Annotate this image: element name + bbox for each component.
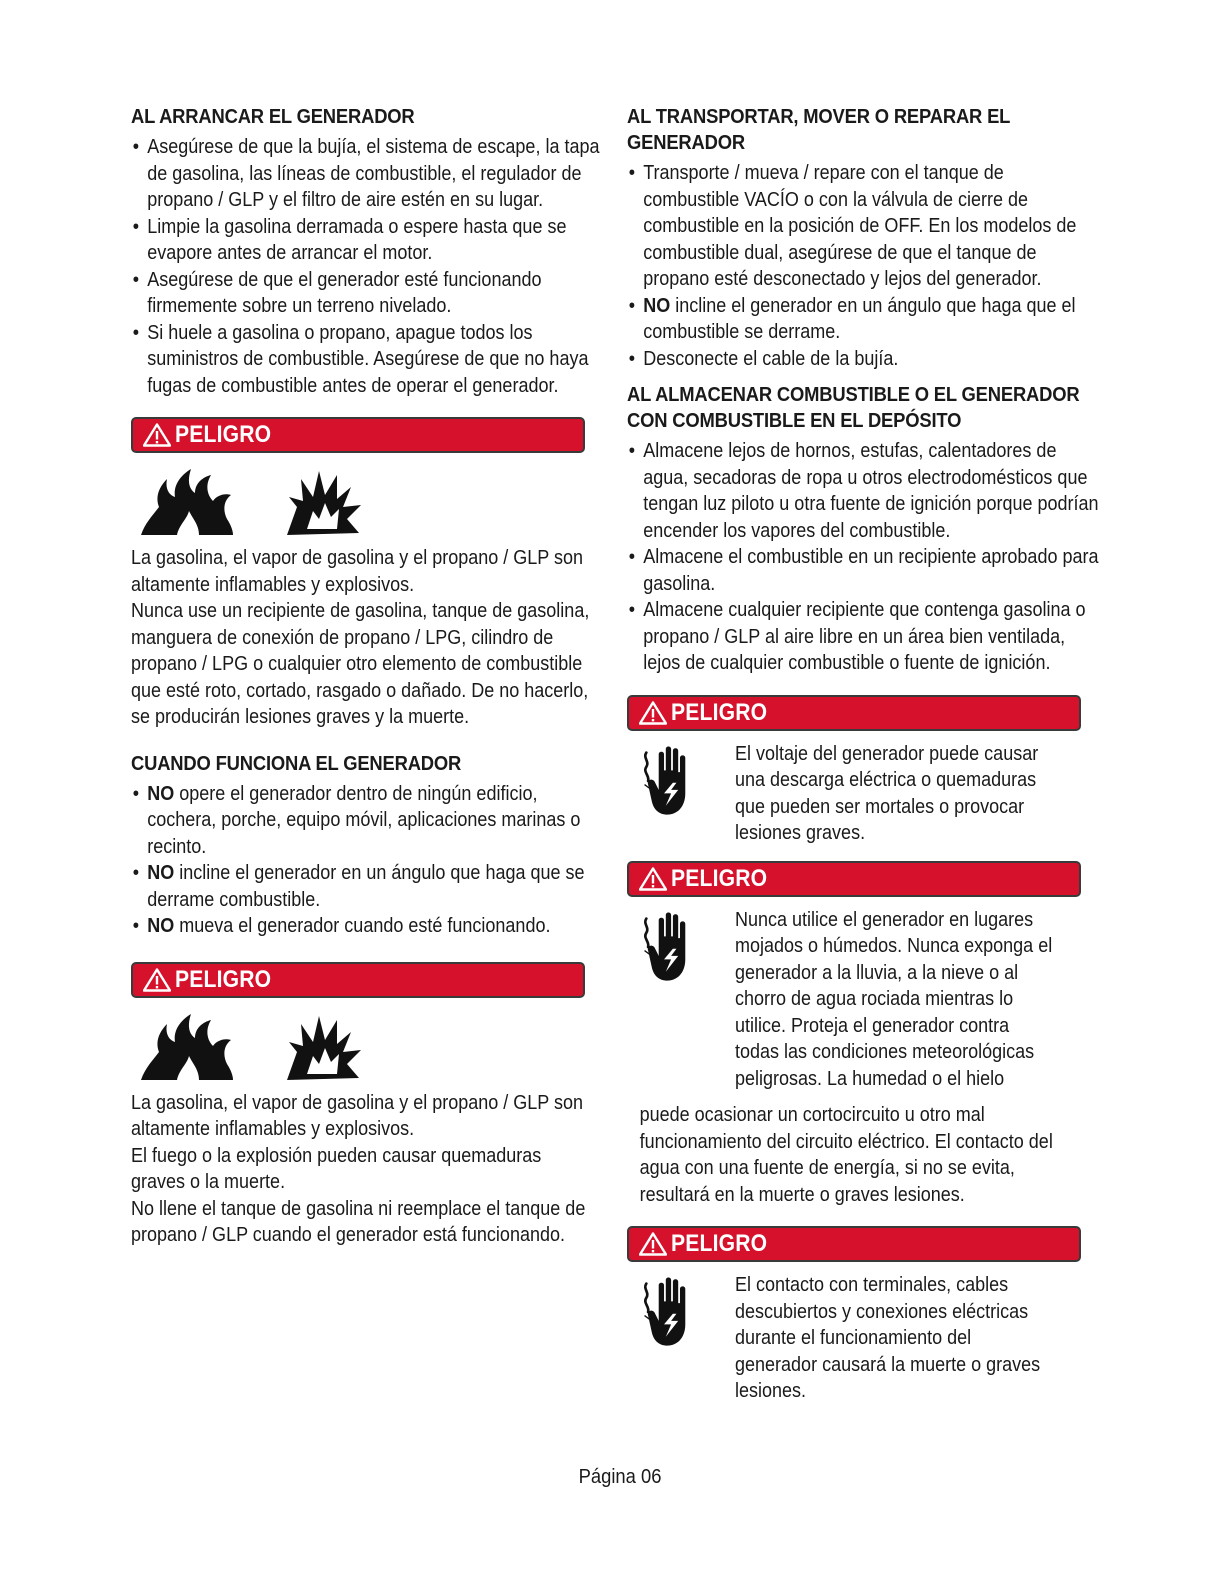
list-item: • Asegúrese de que la bujía, el sistema de escape, la tapa de gasolina, las líneas de combustible, el regulador de propano / GLP y el filtro de aire estén en su lugar. [131,134,609,214]
section-title-arrancar: AL ARRANCAR EL GENERADOR [131,106,415,128]
explosion-icon [285,467,365,537]
list-item: • Desconecte el cable de la bujía. [627,346,1105,373]
list-item: • Almacene lejos de hornos, estufas, calentadores de agua, secadoras de ropa u otros electrodomésticos que tengan luz piloto u otra fuente de ignición porque podrían encender los vapores del combustible. [627,438,1105,544]
section-title-transportar: AL TRANSPORTAR, MOVER O REPARAR EL GENERADOR [627,106,1010,154]
danger-text: La gasolina, el vapor de gasolina y el propano / GLP son altamente inflamables y explosivos. [131,547,583,596]
list-item: • Almacene el combustible en un recipiente aprobado para gasolina. [627,544,1105,597]
page-number: Página 06 [578,1466,662,1488]
danger-banner [627,1226,1081,1262]
danger-label: PELIGRO [175,965,272,993]
hazard-icons [137,465,593,537]
hazard-icons [137,1010,593,1082]
list-item: • NO mueva el generador cuando esté funcionando. [131,913,609,940]
danger-label: PELIGRO [671,864,768,892]
danger-banner [627,695,1081,731]
warning-triangle-icon [639,701,667,725]
list-item: • Asegúrese de que el generador esté funcionando firmemente sobre un terreno nivelado. [131,267,609,320]
electric-shock-hand-icon [641,1276,703,1348]
list-item: • NO incline el generador en un ángulo que haga que se derrame combustible. [131,860,609,913]
electric-shock-hand-icon [641,911,703,983]
warning-triangle-icon [143,968,171,992]
danger-text: El voltaje del generador puede causar una descarga eléctrica o quemaduras que pueden ser mortales o provocar lesiones graves. [735,742,1039,844]
list-item: • Transporte / mueva / repare con el tanque de combustible VACÍO o con la válvula de cierre de combustible en la posición de OFF. En los modelos de combustible dual, asegúrese de que el tanque de propano esté desconectado y lejos del generador. [627,160,1105,293]
danger-label: PELIGRO [671,698,768,726]
danger-text: No llene el tanque de gasolina ni reemplace el tanque de propano / GLP cuando el generador está funcionando. [131,1197,586,1246]
arrancar-list [131,134,600,399]
section-title-almacenar: AL ALMACENAR COMBUSTIBLE O EL GENERADOR CON COMBUSTIBLE EN EL DEPÓSITO [627,384,1080,432]
list-item: • Si huele a gasolina o propano, apague todos los suministros de combustible. Asegúrese de que no haya fugas de combustible antes de operar el generador. [131,320,609,400]
danger-banner [131,417,585,453]
danger-text: Nunca use un recipiente de gasolina, tanque de gasolina, manguera de conexión de propano / LPG, cilindro de propano / LPG o cualquier otro elemento de combustible que esté roto, cortado, rasgado o dañado. De no hacerlo, se producirán lesiones graves y la muerte. [131,600,590,728]
left-column [131,104,600,1249]
right-column [627,104,1099,1405]
danger-text: Nunca utilice el generador en lugares mojados o húmedos. Nunca exponga el generador a la lluvia, a la nieve o al chorro de agua rociada mientras lo utilice. Proteja el generador contra todas las condiciones meteorológicas peligrosas. La humedad o el hielo [735,908,1053,1090]
list-item: • Almacene cualquier recipiente que contenga gasolina o propano / GLP al aire libre en un área bien ventilada, lejos de cualquier combustible o fuente de ignición. [627,597,1105,677]
electric-shock-hand-icon [641,745,703,817]
list-item: • Limpie la gasolina derramada o espere hasta que se evapore antes de arrancar el motor. [131,214,609,267]
danger-text: La gasolina, el vapor de gasolina y el propano / GLP son altamente inflamables y explosivos. [131,1091,583,1140]
danger-text: El fuego o la explosión pueden causar quemaduras graves o la muerte. [131,1144,542,1193]
danger-banner [627,861,1081,897]
warning-triangle-icon [639,1232,667,1256]
warning-triangle-icon [639,867,667,891]
explosion-icon [285,1012,365,1082]
shock-warning [627,1272,1089,1405]
danger-text: El contacto con terminales, cables descubiertos y conexiones eléctricas durante el funcionamiento del generador causará la muerte o graves lesiones. [735,1274,1041,1402]
danger-text-continued: puede ocasionar un cortocircuito u otro mal funcionamiento del circuito eléctrico. El contacto del agua con una fuente de energía, si no se evita, resultará en la muerte o graves lesiones. [639,1104,1053,1206]
danger-banner [131,962,585,998]
list-item: • NO opere el generador dentro de ningún edificio, cochera, porche, equipo móvil, aplicaciones marinas o recinto. [131,781,609,861]
danger-label: PELIGRO [175,421,272,448]
almacenar-list [627,438,1099,677]
list-item: • NO incline el generador en un ángulo que haga que el combustible se derrame. [627,293,1105,346]
danger-label: PELIGRO [671,1230,768,1257]
transportar-list [627,160,1089,372]
fire-icon [137,467,237,537]
funciona-list [131,781,593,940]
section-title-funciona: CUANDO FUNCIONA EL GENERADOR [131,752,462,775]
shock-warning [627,907,1089,1093]
warning-triangle-icon [143,423,171,447]
fire-icon [137,1012,237,1082]
shock-warning [627,741,1089,847]
